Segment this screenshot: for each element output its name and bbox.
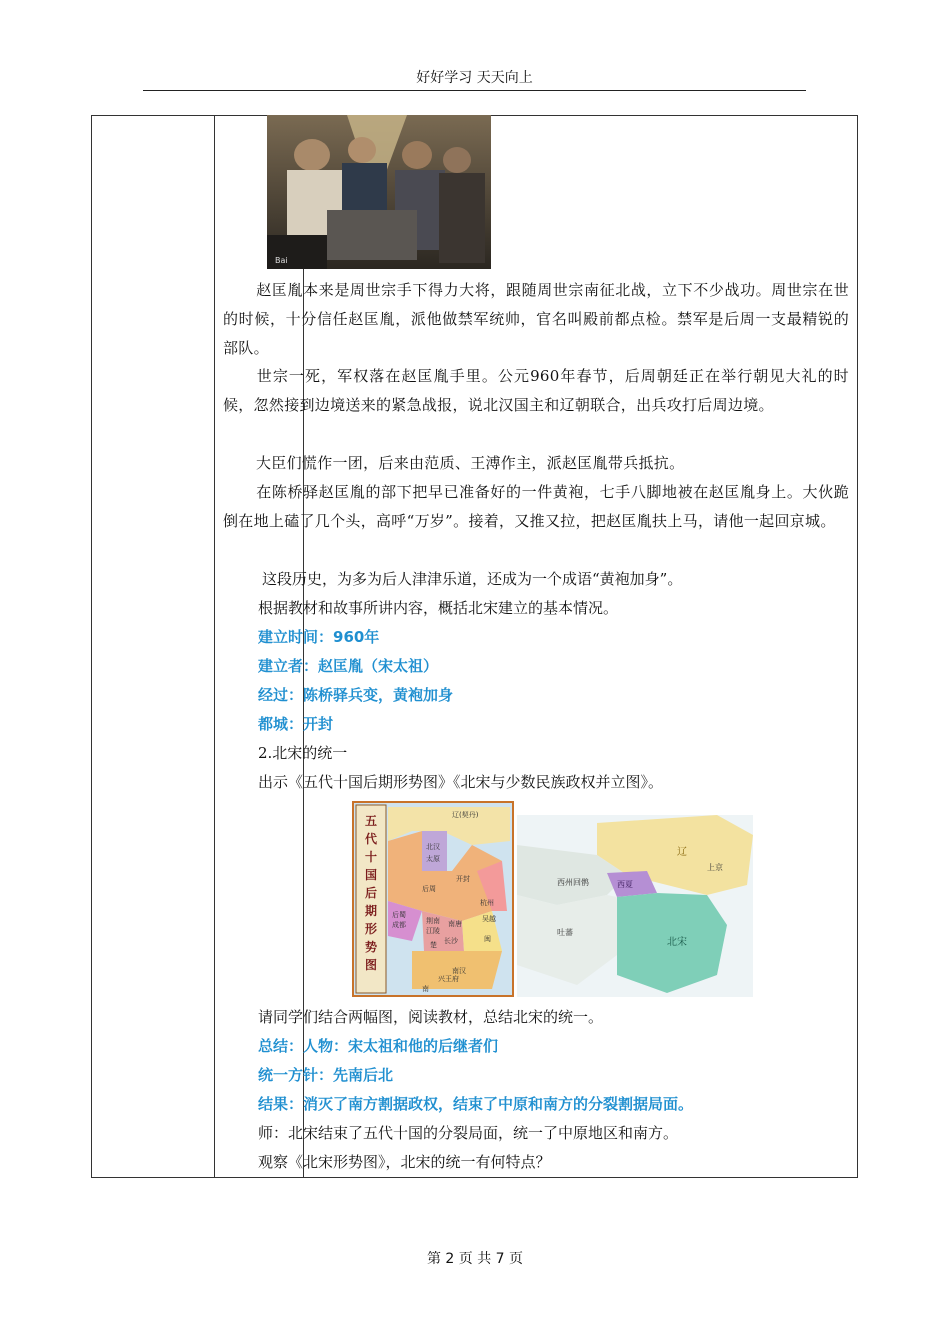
section-heading-unification: 2.北宋的统一: [258, 744, 348, 762]
summary-capital: 都城：开封: [258, 715, 334, 733]
map1-label-min: 闽: [484, 935, 491, 943]
map1-label-kaifeng: 开封: [456, 875, 470, 883]
map1-title-char-8: 图: [364, 958, 378, 972]
huangpao-painting-image: [267, 115, 491, 269]
map1-label-shu: 后蜀: [392, 911, 406, 919]
story-paragraph-4: 在陈桥驿赵匡胤的部下把早已准备好的一件黄袍，七手八脚地被在赵匡胤身上。大伙跪倒在地上磕了几个头，高呼“万岁”。接着，又推又拉，把赵匡胤扶上马，请他一起回京城。: [223, 483, 849, 530]
maps-intro: 出示《五代十国后期形势图》《北宋与少数民族政权并立图》。: [258, 773, 664, 791]
summary-figures: 总结：人物：宋太祖和他的后继者们: [258, 1037, 499, 1055]
map1-label-houzhou: 后周: [422, 885, 436, 893]
map1-title-char-7: 势: [364, 940, 378, 954]
map1-title-char-0: 五: [364, 814, 378, 828]
maps-prompt: 请同学们结合两幅图，阅读教材，总结北宋的统一。: [258, 1008, 604, 1026]
map1-label-nan: 南: [422, 985, 429, 993]
map1-label-hangzhou: 杭州: [480, 899, 494, 907]
page-footer: 第 2 页 共 7 页: [426, 1251, 524, 1267]
map1-title-char-6: 形: [364, 922, 378, 936]
northern-song-map-image: [517, 815, 753, 997]
map1-label-changsha: 长沙: [444, 937, 458, 945]
story-paragraph-5: 这段历史，为多为后人津津乐道，还成为一个成语“黄袍加身”。: [262, 570, 683, 588]
story-paragraph-3: 大臣们慌作一团，后来由范质、王溥作主，派赵匡胤带兵抵抗。: [256, 454, 685, 472]
map1-label-xingwang: 兴王府: [438, 975, 459, 983]
summary-policy: 统一方针：先南后北: [258, 1066, 394, 1084]
five-dynasties-map-image: [352, 801, 514, 997]
map1-title-char-2: 十: [364, 850, 378, 864]
map1-title-char-4: 后: [364, 886, 378, 900]
map1-title-char-5: 期: [364, 904, 378, 918]
teacher-statement: 师：北宋结束了五代十国的分裂局面，统一了中原地区和南方。: [258, 1124, 679, 1142]
task-prompt: 根据教材和故事所讲内容，概括北宋建立的基本情况。: [258, 599, 619, 617]
summary-founder: 建立者：赵匡胤（宋太祖）: [258, 657, 439, 675]
map2-label-shangjing: 上京: [707, 863, 723, 872]
map1-label-nantang: 南唐: [448, 920, 462, 928]
map2-label-liao: 辽: [677, 847, 687, 858]
column-divider-1: [214, 116, 215, 1177]
map2-label-xizhou: 西州回鹘: [557, 878, 589, 887]
summary-founding-time: 建立时间：960年: [258, 628, 380, 646]
map1-label-chengdu: 成都: [392, 921, 406, 929]
story-paragraph-2: 世宗一死，军权落在赵匡胤手里。公元960年春节，后周朝廷正在举行朝见大礼的时候，忽然接到边境送来的紧急战报，说北汉国主和辽朝联合，出兵攻打后周边境。: [223, 367, 849, 414]
map1-label-taiyuan: 太原: [426, 855, 440, 863]
map1-label-wuyue: 吴越: [482, 915, 496, 923]
map1-label-chu: 楚: [430, 941, 437, 949]
map1-label-liao: 辽(契丹): [452, 811, 479, 819]
map1-label-jingnan: 荆南: [426, 917, 440, 925]
map1-title-char-3: 国: [364, 868, 378, 882]
map2-label-beisong: 北宋: [667, 937, 687, 948]
observation-question: 观察《北宋形势图》，北宋的统一有何特点？: [258, 1153, 551, 1171]
map1-title-char-1: 代: [364, 832, 378, 846]
map2-label-tubo: 吐蕃: [557, 928, 573, 937]
map2-label-xixia: 西夏: [617, 880, 633, 889]
summary-process: 经过：陈桥驿兵变，黄袍加身: [258, 686, 454, 704]
page-header: 好好学习 天天向上: [143, 66, 806, 91]
summary-result: 结果：消灭了南方割据政权，结束了中原和南方的分裂割据局面。: [258, 1095, 694, 1113]
story-paragraph-1: 赵匡胤本来是周世宗手下得力大将，跟随周世宗南征北战，立下不少战功。周世宗在世的时候，十分信任赵匡胤，派他做禁军统帅，官名叫殿前都点检。禁军是后周一支最精锐的部队。: [223, 281, 849, 357]
map1-label-beihan: 北汉: [426, 843, 440, 851]
map1-label-nanhan: 南汉: [452, 967, 466, 975]
svg-text:Bai: Bai: [275, 256, 288, 265]
map1-label-jiangling: 江陵: [426, 927, 440, 935]
